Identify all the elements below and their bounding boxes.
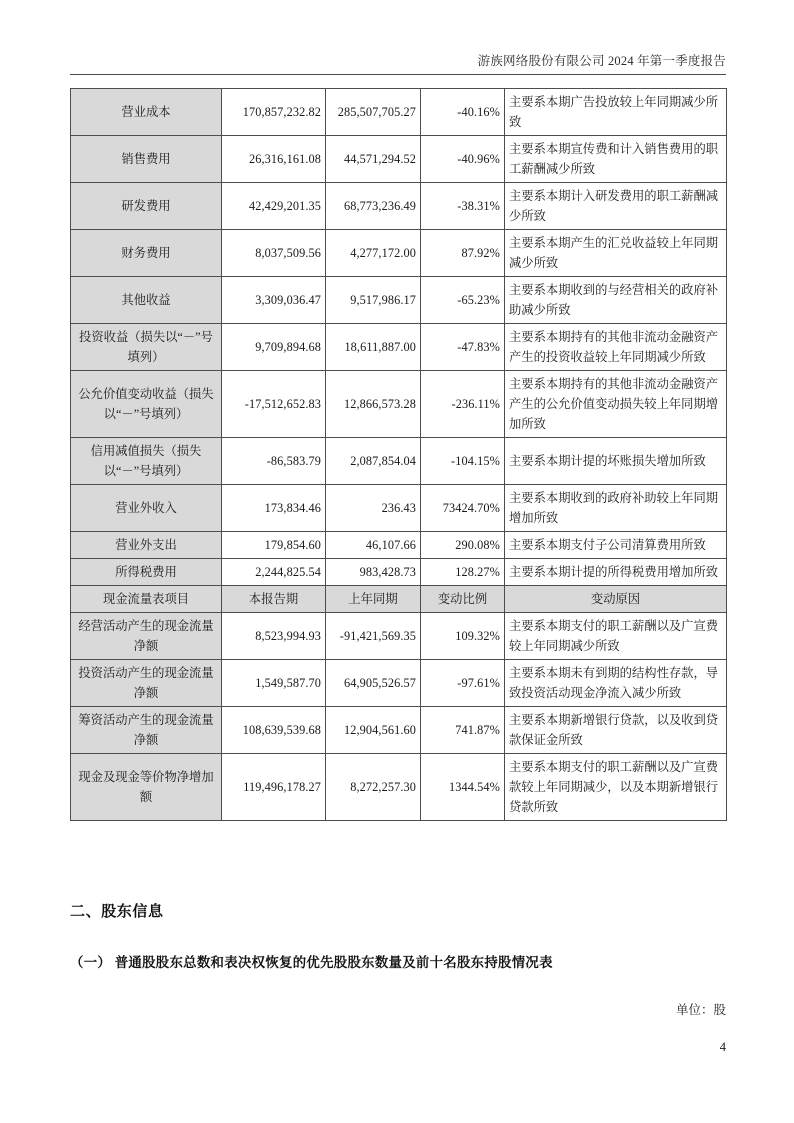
row-previous-period-value: 18,611,887.00 (326, 324, 421, 371)
table-row (71, 277, 727, 324)
section-heading-shareholder-info: 二、股东信息 (70, 904, 164, 920)
row-change-ratio-value: 741.87% (421, 707, 505, 754)
table-row (71, 136, 727, 183)
row-previous-period-value: 上年同期 (326, 586, 421, 613)
row-current-period-value: 26,316,161.08 (222, 136, 326, 183)
table-row (71, 371, 727, 438)
row-current-period-value: 2,244,825.54 (222, 559, 326, 586)
row-previous-period-value: 44,571,294.52 (326, 136, 421, 183)
row-change-ratio-value: -40.16% (421, 89, 505, 136)
row-current-period-value: 173,834.46 (222, 485, 326, 532)
row-change-reason-text: 主要系本期收到的政府补助较上年同期增加所致 (505, 485, 727, 532)
row-previous-period-value: -91,421,569.35 (326, 613, 421, 660)
row-item-label: 经营活动产生的现金流量净额 (71, 613, 222, 660)
row-current-period-value: 119,496,178.27 (222, 754, 326, 821)
row-item-label: 投资活动产生的现金流量净额 (71, 660, 222, 707)
row-change-ratio-value: 128.27% (421, 559, 505, 586)
row-change-ratio-value: -97.61% (421, 660, 505, 707)
row-change-reason-text: 主要系本期计提的所得税费用增加所致 (505, 559, 727, 586)
row-current-period-value: 170,857,232.82 (222, 89, 326, 136)
row-change-reason-text: 主要系本期未有到期的结构性存款，导致投资活动现金净流入减少所致 (505, 660, 727, 707)
row-item-label: 现金流量表项目 (71, 586, 222, 613)
row-previous-period-value: 68,773,236.49 (326, 183, 421, 230)
table-body (71, 89, 727, 821)
row-current-period-value: 9,709,894.68 (222, 324, 326, 371)
row-change-ratio-value: 109.32% (421, 613, 505, 660)
table-row (71, 660, 727, 707)
row-previous-period-value: 46,107.66 (326, 532, 421, 559)
row-item-label: 营业外收入 (71, 485, 222, 532)
row-item-label: 公允价值变动收益（损失以“－”号填列） (71, 371, 222, 438)
row-current-period-value: -86,583.79 (222, 438, 326, 485)
row-item-label: 现金及现金等价物净增加额 (71, 754, 222, 821)
row-change-ratio-value: 73424.70% (421, 485, 505, 532)
row-change-ratio-value: -38.31% (421, 183, 505, 230)
row-previous-period-value: 2,087,854.04 (326, 438, 421, 485)
row-item-label: 投资收益（损失以“－”号填列） (71, 324, 222, 371)
row-change-reason-text: 主要系本期计入研发费用的职工薪酬减少所致 (505, 183, 727, 230)
row-previous-period-value: 983,428.73 (326, 559, 421, 586)
page-number: 4 (719, 1040, 726, 1054)
row-previous-period-value: 9,517,986.17 (326, 277, 421, 324)
table-row (71, 707, 727, 754)
row-current-period-value: 108,639,539.68 (222, 707, 326, 754)
row-change-ratio-value: 1344.54% (421, 754, 505, 821)
row-previous-period-value: 64,905,526.57 (326, 660, 421, 707)
row-item-label: 所得税费用 (71, 559, 222, 586)
subsection-heading-shareholder-table: （一） 普通股股东总数和表决权恢复的优先股股东数量及前十名股东持股情况表 (70, 955, 553, 970)
row-item-label: 销售费用 (71, 136, 222, 183)
row-change-ratio-value: 87.92% (421, 230, 505, 277)
row-current-period-value: 179,854.60 (222, 532, 326, 559)
financial-change-table (70, 88, 727, 821)
row-change-reason-text: 主要系本期宣传费和计入销售费用的职工薪酬减少所致 (505, 136, 727, 183)
row-previous-period-value: 285,507,705.27 (326, 89, 421, 136)
row-change-ratio-value: -47.83% (421, 324, 505, 371)
row-change-ratio-value: -104.15% (421, 438, 505, 485)
header-divider (70, 74, 726, 75)
row-current-period-value: 42,429,201.35 (222, 183, 326, 230)
table-row (71, 89, 727, 136)
row-item-label: 其他收益 (71, 277, 222, 324)
row-change-reason-text: 主要系本期支付的职工薪酬以及广宣费较上年同期减少所致 (505, 613, 727, 660)
unit-note: 单位：股 (675, 1003, 726, 1017)
row-change-reason-text: 主要系本期新增银行贷款，以及收到贷款保证金所致 (505, 707, 727, 754)
row-change-reason-text: 主要系本期产生的汇兑收益较上年同期减少所致 (505, 230, 727, 277)
row-change-ratio-value: -65.23% (421, 277, 505, 324)
table-row (71, 438, 727, 485)
row-current-period-value: -17,512,652.83 (222, 371, 326, 438)
row-previous-period-value: 12,866,573.28 (326, 371, 421, 438)
row-current-period-value: 3,309,036.47 (222, 277, 326, 324)
row-previous-period-value: 8,272,257.30 (326, 754, 421, 821)
row-previous-period-value: 236.43 (326, 485, 421, 532)
row-item-label: 信用减值损失（损失以“－”号填列） (71, 438, 222, 485)
table-row (71, 230, 727, 277)
row-change-reason-text: 主要系本期广告投放较上年同期减少所致 (505, 89, 727, 136)
row-change-ratio-value: 变动比例 (421, 586, 505, 613)
table-row (71, 324, 727, 371)
table-row (71, 613, 727, 660)
table-row (71, 559, 727, 586)
row-change-reason-text: 变动原因 (505, 586, 727, 613)
table-header-row (71, 586, 727, 613)
row-current-period-value: 8,037,509.56 (222, 230, 326, 277)
row-current-period-value: 8,523,994.93 (222, 613, 326, 660)
row-change-ratio-value: -40.96% (421, 136, 505, 183)
row-current-period-value: 1,549,587.70 (222, 660, 326, 707)
row-previous-period-value: 4,277,172.00 (326, 230, 421, 277)
row-change-reason-text: 主要系本期收到的与经营相关的政府补助减少所致 (505, 277, 727, 324)
row-change-reason-text: 主要系本期持有的其他非流动金融资产产生的投资收益较上年同期减少所致 (505, 324, 727, 371)
row-item-label: 营业成本 (71, 89, 222, 136)
table-row (71, 754, 727, 821)
row-change-reason-text: 主要系本期持有的其他非流动金融资产产生的公允价值变动损失较上年同期增加所致 (505, 371, 727, 438)
running-header-title: 游族网络股份有限公司 2024 年第一季度报告 (477, 54, 726, 68)
table-row (71, 485, 727, 532)
row-item-label: 筹资活动产生的现金流量净额 (71, 707, 222, 754)
row-change-ratio-value: -236.11% (421, 371, 505, 438)
row-change-ratio-value: 290.08% (421, 532, 505, 559)
row-item-label: 营业外支出 (71, 532, 222, 559)
row-current-period-value: 本报告期 (222, 586, 326, 613)
row-item-label: 研发费用 (71, 183, 222, 230)
table-row (71, 532, 727, 559)
row-change-reason-text: 主要系本期支付的职工薪酬以及广宣费款较上年同期减少，以及本期新增银行贷款所致 (505, 754, 727, 821)
row-change-reason-text: 主要系本期支付子公司清算费用所致 (505, 532, 727, 559)
row-change-reason-text: 主要系本期计提的坏账损失增加所致 (505, 438, 727, 485)
row-previous-period-value: 12,904,561.60 (326, 707, 421, 754)
table-row (71, 183, 727, 230)
row-item-label: 财务费用 (71, 230, 222, 277)
